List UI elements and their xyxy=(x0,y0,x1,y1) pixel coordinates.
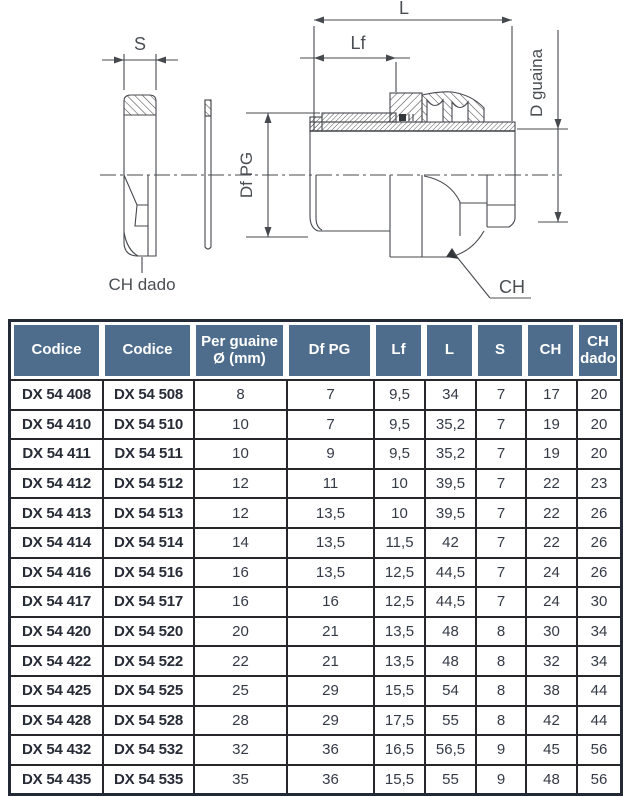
cell-ch-dado: 30 xyxy=(576,586,620,616)
cell-s: 7 xyxy=(475,379,525,409)
cell-ch: 42 xyxy=(525,705,576,735)
table-row xyxy=(11,734,620,764)
column-header-codice-2: Codice xyxy=(102,322,193,379)
cell-s: 9 xyxy=(475,734,525,764)
cell-df-pg: 29 xyxy=(286,675,373,705)
cell-s: 9 xyxy=(475,764,525,794)
cell-ch: 45 xyxy=(525,734,576,764)
cell-codice-1: DX 54 435 xyxy=(11,764,102,794)
cell-per-guaine: 10 xyxy=(193,409,286,439)
cell-lf: 12,5 xyxy=(373,557,424,587)
dim-label-df-pg: Df PG xyxy=(237,151,256,199)
cable-gland-drawing xyxy=(0,0,623,312)
cell-ch: 22 xyxy=(525,527,576,557)
cell-codice-2: DX 54 512 xyxy=(102,468,193,498)
cell-ch-dado: 44 xyxy=(576,675,620,705)
cell-ch: 24 xyxy=(525,586,576,616)
cell-df-pg: 21 xyxy=(286,645,373,675)
cell-per-guaine: 14 xyxy=(193,527,286,557)
cell-df-pg: 21 xyxy=(286,616,373,646)
cell-df-pg: 36 xyxy=(286,734,373,764)
cell-lf: 15,5 xyxy=(373,675,424,705)
cell-codice-1: DX 54 420 xyxy=(11,616,102,646)
dim-label-ch-dado: CH dado xyxy=(108,275,176,294)
table-body xyxy=(11,379,620,793)
cell-ch: 17 xyxy=(525,379,576,409)
column-header-ch-dado: CH dado xyxy=(576,322,620,379)
table-row xyxy=(11,527,620,557)
table-row xyxy=(11,705,620,735)
table-row xyxy=(11,645,620,675)
cell-ch-dado: 34 xyxy=(576,645,620,675)
cell-ch: 38 xyxy=(525,675,576,705)
cell-codice-2: DX 54 535 xyxy=(102,764,193,794)
column-header-ch: CH xyxy=(525,322,576,379)
cell-ch: 30 xyxy=(525,616,576,646)
cell-ch-dado: 56 xyxy=(576,734,620,764)
table-row xyxy=(11,616,620,646)
cell-ch: 32 xyxy=(525,645,576,675)
cell-df-pg: 36 xyxy=(286,764,373,794)
cell-df-pg: 13,5 xyxy=(286,497,373,527)
cell-codice-1: DX 54 414 xyxy=(11,527,102,557)
table-row xyxy=(11,497,620,527)
cell-per-guaine: 28 xyxy=(193,705,286,735)
cell-df-pg: 13,5 xyxy=(286,527,373,557)
cell-df-pg: 7 xyxy=(286,379,373,409)
cell-l: 35,2 xyxy=(424,409,475,439)
column-header-df-pg: Df PG xyxy=(286,322,373,379)
column-header-s: S xyxy=(475,322,525,379)
cell-ch-dado: 20 xyxy=(576,379,620,409)
cell-codice-1: DX 54 422 xyxy=(11,645,102,675)
cell-ch: 22 xyxy=(525,468,576,498)
cell-ch-dado: 20 xyxy=(576,438,620,468)
cell-per-guaine: 20 xyxy=(193,616,286,646)
cell-lf: 9,5 xyxy=(373,379,424,409)
table-row xyxy=(11,379,620,409)
cell-l: 42 xyxy=(424,527,475,557)
table-row xyxy=(11,586,620,616)
cell-codice-1: DX 54 408 xyxy=(11,379,102,409)
cell-codice-2: DX 54 516 xyxy=(102,557,193,587)
cell-l: 56,5 xyxy=(424,734,475,764)
table-row xyxy=(11,438,620,468)
cell-l: 39,5 xyxy=(424,497,475,527)
cell-codice-1: DX 54 432 xyxy=(11,734,102,764)
cell-per-guaine: 12 xyxy=(193,497,286,527)
cell-ch-dado: 20 xyxy=(576,409,620,439)
cell-lf: 10 xyxy=(373,468,424,498)
cell-codice-2: DX 54 511 xyxy=(102,438,193,468)
cell-ch-dado: 34 xyxy=(576,616,620,646)
cell-codice-2: DX 54 520 xyxy=(102,616,193,646)
cell-lf: 15,5 xyxy=(373,764,424,794)
cell-df-pg: 7 xyxy=(286,409,373,439)
cell-codice-2: DX 54 522 xyxy=(102,645,193,675)
cell-ch-dado: 44 xyxy=(576,705,620,735)
cell-codice-1: DX 54 425 xyxy=(11,675,102,705)
cell-codice-1: DX 54 417 xyxy=(11,586,102,616)
column-header-l: L xyxy=(424,322,475,379)
cell-codice-1: DX 54 412 xyxy=(11,468,102,498)
cell-s: 7 xyxy=(475,527,525,557)
cell-per-guaine: 10 xyxy=(193,438,286,468)
cell-codice-2: DX 54 517 xyxy=(102,586,193,616)
locknut-hatch-band xyxy=(124,95,156,115)
cell-s: 8 xyxy=(475,705,525,735)
cell-l: 48 xyxy=(424,645,475,675)
cell-codice-1: DX 54 428 xyxy=(11,705,102,735)
cell-s: 7 xyxy=(475,497,525,527)
cell-lf: 13,5 xyxy=(373,645,424,675)
cell-s: 7 xyxy=(475,557,525,587)
cell-ch: 22 xyxy=(525,497,576,527)
cell-per-guaine: 16 xyxy=(193,586,286,616)
cell-s: 7 xyxy=(475,438,525,468)
cell-codice-2: DX 54 510 xyxy=(102,409,193,439)
dim-label-d-guaina: D guaina xyxy=(527,48,546,118)
cell-per-guaine: 25 xyxy=(193,675,286,705)
column-header-lf: Lf xyxy=(373,322,424,379)
cell-l: 44,5 xyxy=(424,586,475,616)
cell-df-pg: 16 xyxy=(286,586,373,616)
cell-ch-dado: 26 xyxy=(576,557,620,587)
cell-l: 55 xyxy=(424,764,475,794)
cell-s: 8 xyxy=(475,675,525,705)
cell-ch: 48 xyxy=(525,764,576,794)
cell-codice-2: DX 54 528 xyxy=(102,705,193,735)
dim-label-s: S xyxy=(133,34,147,54)
cell-ch-dado: 23 xyxy=(576,468,620,498)
cell-s: 7 xyxy=(475,468,525,498)
header-row xyxy=(11,322,620,379)
cell-codice-1: DX 54 411 xyxy=(11,438,102,468)
cell-lf: 9,5 xyxy=(373,438,424,468)
cell-lf: 16,5 xyxy=(373,734,424,764)
table-row xyxy=(11,675,620,705)
cell-s: 7 xyxy=(475,409,525,439)
table-row xyxy=(11,764,620,794)
table-row xyxy=(11,468,620,498)
cell-codice-1: DX 54 413 xyxy=(11,497,102,527)
cell-lf: 11,5 xyxy=(373,527,424,557)
cell-per-guaine: 16 xyxy=(193,557,286,587)
cell-df-pg: 13,5 xyxy=(286,557,373,587)
cell-df-pg: 9 xyxy=(286,438,373,468)
dim-label-lf: Lf xyxy=(350,33,366,53)
cell-l: 48 xyxy=(424,616,475,646)
cell-codice-2: DX 54 514 xyxy=(102,527,193,557)
cell-codice-1: DX 54 410 xyxy=(11,409,102,439)
column-header-codice-1: Codice xyxy=(11,322,102,379)
cell-ch-dado: 26 xyxy=(576,497,620,527)
table-row xyxy=(11,409,620,439)
cell-ch: 19 xyxy=(525,409,576,439)
technical-drawing xyxy=(0,0,623,312)
dim-label-ch: CH xyxy=(499,277,525,297)
cell-per-guaine: 8 xyxy=(193,379,286,409)
cell-codice-2: DX 54 513 xyxy=(102,497,193,527)
cell-l: 35,2 xyxy=(424,438,475,468)
cell-lf: 10 xyxy=(373,497,424,527)
cell-l: 34 xyxy=(424,379,475,409)
cell-ch: 24 xyxy=(525,557,576,587)
cell-codice-2: DX 54 532 xyxy=(102,734,193,764)
cell-ch-dado: 26 xyxy=(576,527,620,557)
spec-table xyxy=(8,319,623,796)
cell-lf: 17,5 xyxy=(373,705,424,735)
cell-codice-2: DX 54 508 xyxy=(102,379,193,409)
cell-ch: 19 xyxy=(525,438,576,468)
cell-s: 8 xyxy=(475,616,525,646)
cell-s: 8 xyxy=(475,645,525,675)
cell-per-guaine: 32 xyxy=(193,734,286,764)
cell-per-guaine: 12 xyxy=(193,468,286,498)
cell-s: 7 xyxy=(475,586,525,616)
cell-lf: 9,5 xyxy=(373,409,424,439)
cell-l: 54 xyxy=(424,675,475,705)
table-row xyxy=(11,557,620,587)
cell-lf: 12,5 xyxy=(373,586,424,616)
table-header xyxy=(11,322,620,379)
column-header-per-guaine: Per guaine Ø (mm) xyxy=(193,322,286,379)
cell-df-pg: 29 xyxy=(286,705,373,735)
cell-l: 39,5 xyxy=(424,468,475,498)
cell-l: 44,5 xyxy=(424,557,475,587)
cell-df-pg: 11 xyxy=(286,468,373,498)
cell-l: 55 xyxy=(424,705,475,735)
cell-codice-2: DX 54 525 xyxy=(102,675,193,705)
cell-per-guaine: 35 xyxy=(193,764,286,794)
cell-lf: 13,5 xyxy=(373,616,424,646)
cell-codice-1: DX 54 416 xyxy=(11,557,102,587)
cell-ch-dado: 56 xyxy=(576,764,620,794)
dim-label-l: L xyxy=(398,0,410,18)
cell-per-guaine: 22 xyxy=(193,645,286,675)
